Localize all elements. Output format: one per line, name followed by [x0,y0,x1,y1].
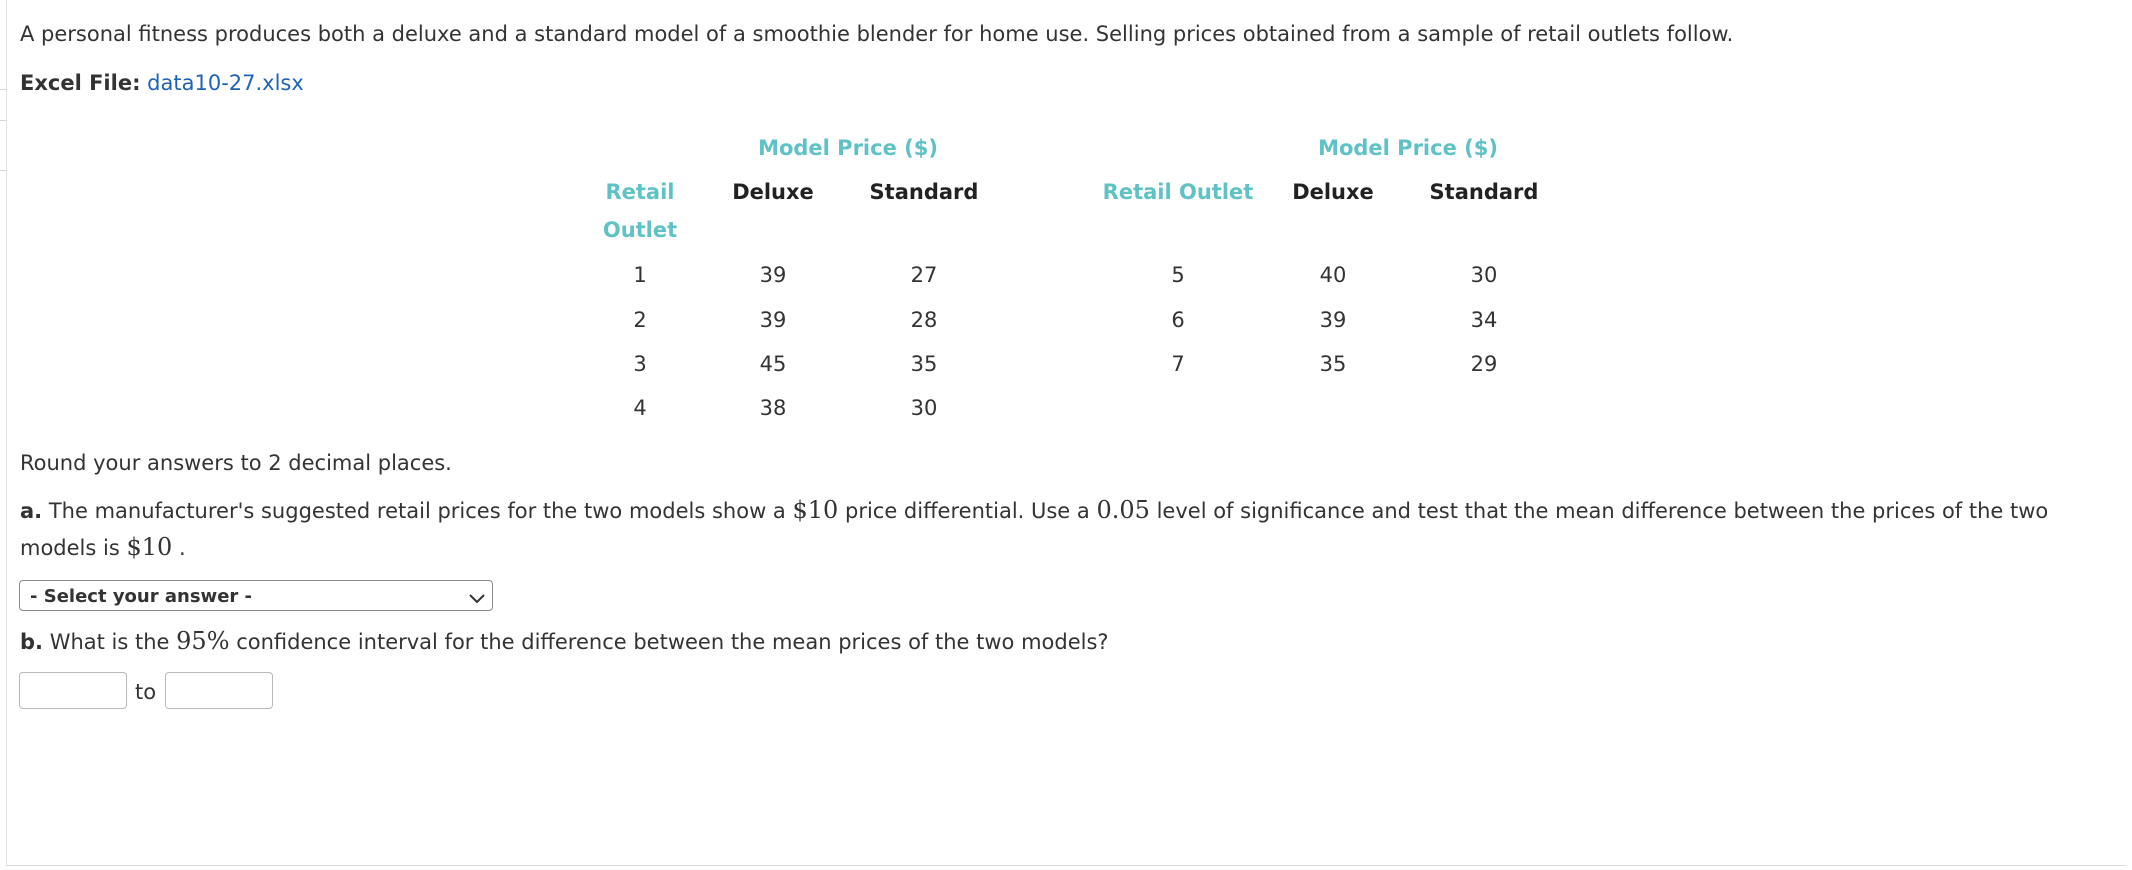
part-b-line [20,627,1109,655]
chevron-down-icon [468,589,486,610]
edge-tick [0,89,6,90]
left-deluxe-header: Deluxe [732,180,814,204]
excel-file-line [20,71,304,95]
part-b-text1: What is the [49,630,170,654]
left-group-header: Model Price ($) [758,136,938,160]
edge-tick [0,170,6,171]
table-cell-standard: 29 [1470,352,1498,376]
left-outlet-header-line2: Outlet [602,218,678,242]
content-frame [6,0,2126,866]
excel-file-label: Excel File: [20,71,141,95]
right-standard-header: Standard [1429,180,1539,204]
table-cell-deluxe: 39 [759,308,787,332]
interval-lower-input[interactable] [19,672,127,709]
table-cell-deluxe: 39 [759,263,787,287]
answer-select[interactable] [19,580,493,611]
table-cell-deluxe: 45 [759,352,787,376]
table-cell-outlet: 7 [1171,352,1185,376]
right-group-header: Model Price ($) [1318,136,1498,160]
table-cell-standard: 35 [910,352,938,376]
left-outlet-header-line1: Retail [605,180,675,204]
part-a-text1: The manufacturer's suggested retail prices for the two models show a [48,499,786,523]
table-cell-outlet: 6 [1171,308,1185,332]
table-cell-deluxe: 38 [759,396,787,420]
table-cell-standard: 28 [910,308,938,332]
table-cell-outlet: 3 [633,352,647,376]
part-a-text2: price differential. Use a [844,499,1090,523]
intro-text: A personal fitness produces both a deluxe and a standard model of a smoothie blender for home use. Selling prices obtained from a sample of retail outlets follow. [20,22,1734,46]
part-b-conf: 95% [176,627,230,655]
part-a-amount: $10 [792,496,839,524]
table-cell-standard: 30 [910,396,938,420]
table-cell-deluxe: 40 [1319,263,1347,287]
table-cell-outlet: 1 [633,263,647,287]
interval-upper-input[interactable] [165,672,273,709]
right-deluxe-header: Deluxe [1292,180,1374,204]
part-a-line2 [20,533,186,561]
answer-select-label: - Select your answer - [30,586,253,607]
part-a-text4: models is [20,536,120,560]
left-standard-header: Standard [869,180,979,204]
table-cell-deluxe: 39 [1319,308,1347,332]
edge-tick [0,120,6,121]
part-a-alpha: 0.05 [1096,496,1150,524]
round-note: Round your answers to 2 decimal places. [20,451,452,475]
part-a-amount2: $10 [126,533,173,561]
part-a-text5: . [178,536,186,560]
table-cell-outlet: 4 [633,396,647,420]
table-cell-standard: 30 [1470,263,1498,287]
part-b-letter: b. [20,630,44,654]
table-cell-deluxe: 35 [1319,352,1347,376]
table-cell-standard: 27 [910,263,938,287]
table-cell-outlet: 2 [633,308,647,332]
part-a-letter: a. [20,499,43,523]
right-outlet-header: Retail Outlet [1102,180,1254,204]
interval-to-label: to [135,680,157,704]
excel-file-link[interactable]: data10-27.xlsx [147,71,304,95]
part-a-line1 [20,496,2048,524]
table-cell-standard: 34 [1470,308,1498,332]
table-cell-outlet: 5 [1171,263,1185,287]
part-a-text3: level of significance and test that the mean difference between the prices of the two [1156,499,2049,523]
part-b-text2: confidence interval for the difference between the mean prices of the two models? [236,630,1109,654]
